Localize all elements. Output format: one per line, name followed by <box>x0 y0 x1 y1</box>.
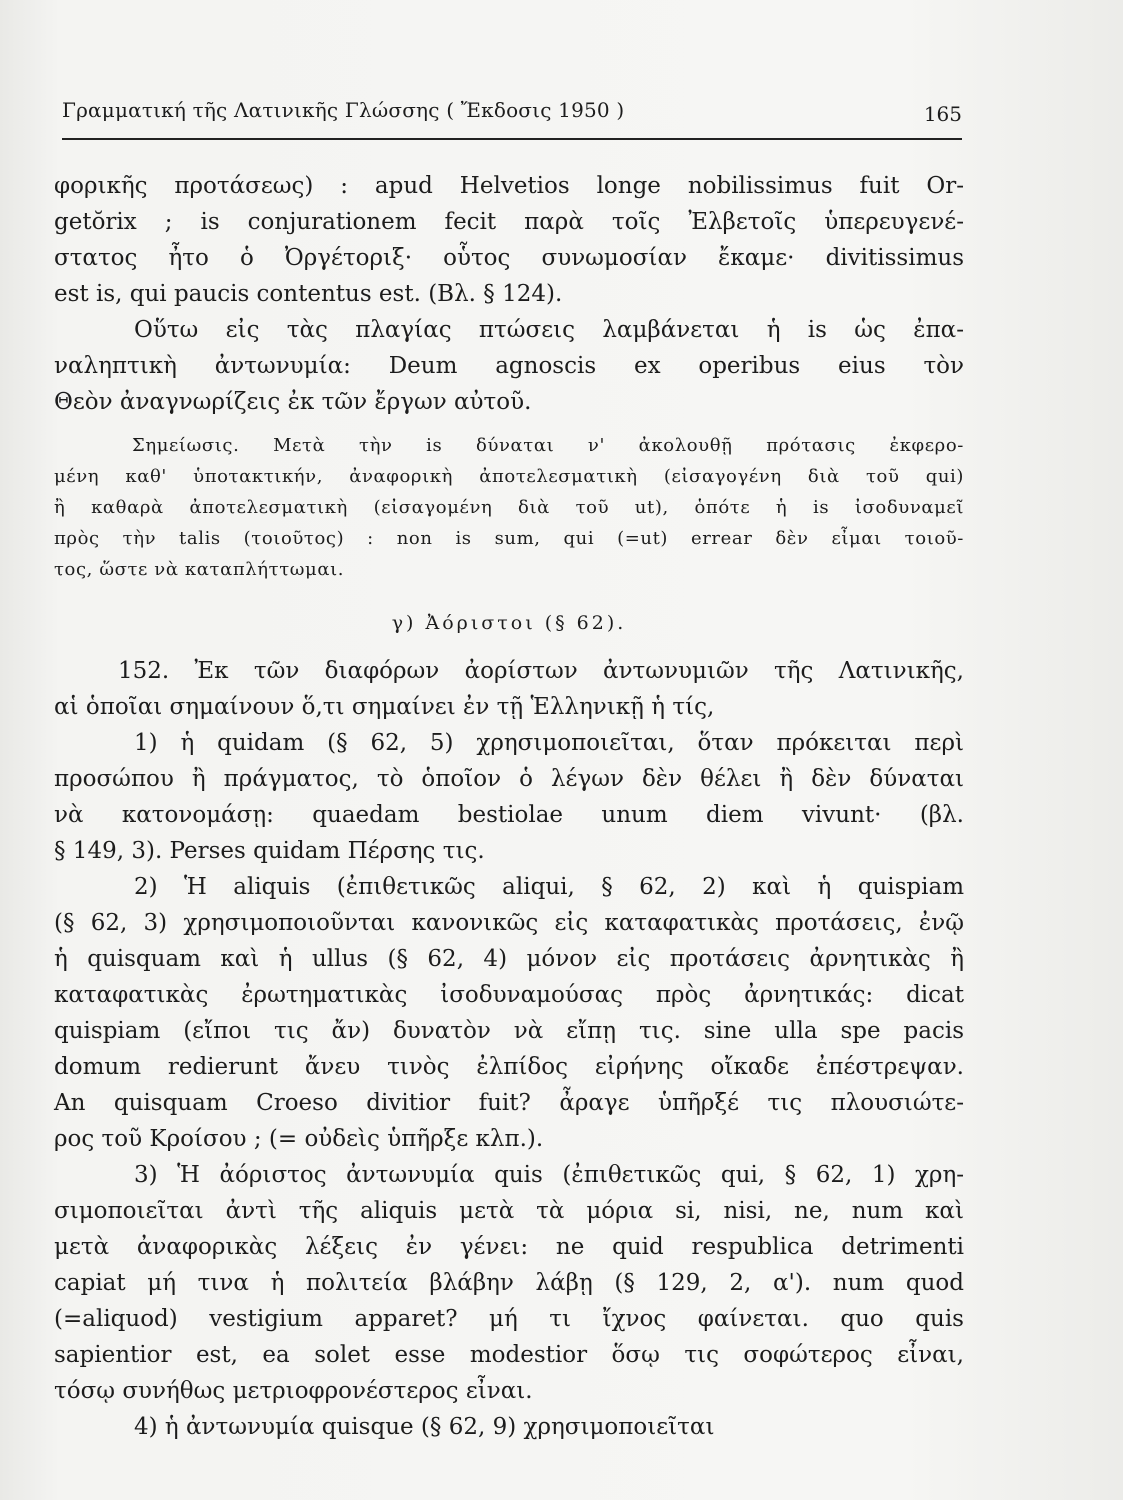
running-header <box>62 98 962 140</box>
text-line: καταφατικὰς ἐρωτηματικὰς ἰσοδυναμούσας πρὸς ἀρνητικάς: dicat <box>54 982 964 1008</box>
text-line: Οὕτω εἰς τὰς πλαγίας πτώσεις λαμβάνεται ἡ is ὡς ἐπα- <box>134 317 964 343</box>
paragraph-152 <box>54 653 964 725</box>
item-1 <box>54 725 964 869</box>
text-line: (=aliquod) vestigium apparet? μή τι ἴχνος φαίνεται. quo quis <box>54 1306 964 1332</box>
text-line: ἡ quisquam καὶ ἡ ullus (§ 62, 4) μόνον εἰς προτάσεις ἀρνητικὰς ἢ <box>54 946 964 972</box>
item-4 <box>54 1409 964 1445</box>
section-heading: γ) Ἀόριστοι (§ 62). <box>391 612 627 634</box>
text-line: προσώπου ἢ πράγματος, τὸ ὁποῖον ὁ λέγων δὲν θέλει ἢ δὲν δύναται <box>54 766 964 792</box>
item-2 <box>54 869 964 1157</box>
text-line: est is, qui paucis contentus est. (Βλ. § 124). <box>54 281 563 307</box>
text-line: quispiam (εἴποι τις ἄν) δυνατὸν νὰ εἴπῃ τις. sine ulla spe pacis <box>54 1018 964 1044</box>
text-line: 1) ἡ quidam (§ 62, 5) χρησιμοποιεῖται, ὅταν πρόκειται περὶ <box>134 730 964 756</box>
note-line: πρὸς τὴν talis (τοιοῦτος) : non is sum, qui (=ut) errear δὲν εἶμαι τοιοῦ- <box>54 528 964 549</box>
note-line: Σημείωσις. Μετὰ τὴν is δύναται ν' ἀκολουθῇ πρότασις ἐκφερο- <box>132 435 964 456</box>
note-block <box>54 430 964 585</box>
header-title: Γραμματική τῆς Λατινικῆς Γλώσσης ( Ἔκδοσις 1950 ) <box>62 98 625 122</box>
note-line: ἢ καθαρὰ ἀποτελεσματικὴ (εἰσαγομένη διὰ τοῦ ut), ὁπότε ἡ is ἰσοδυναμεῖ <box>54 497 964 518</box>
text-line: domum redierunt ἄνευ τινὸς ἐλπίδος εἰρήνης οἴκαδε ἐπέστρεψαν. <box>54 1054 964 1080</box>
text-line: sapientior est, ea solet esse modestior ὅσῳ τις σοφώτερος εἶναι, <box>54 1342 964 1368</box>
paragraph-2 <box>54 312 964 420</box>
text-line: στατος ἦτο ὁ Ὀργέτοριξ· οὗτος συνωμοσίαν ἔκαμε· divitissimus <box>54 245 964 271</box>
text-line: ρος τοῦ Κροίσου ; (= οὐδεὶς ὑπῆρξε κλπ.). <box>54 1126 544 1152</box>
text-line: 152. Ἐκ τῶν διαφόρων ἀορίστων ἀντωνυμιῶν τῆς Λατινικῆς, <box>118 658 964 684</box>
page-number: 165 <box>923 102 962 126</box>
text-line: getŏrix ; is conjurationem fecit παρὰ τοῖς Ἐλβετοῖς ὑπερευγενέ- <box>54 209 964 235</box>
text-line: τόσῳ συνήθως μετριοφρονέστερος εἶναι. <box>54 1378 533 1404</box>
text-line: σιμοποιεῖται ἀντὶ τῆς aliquis μετὰ τὰ μόρια si, nisi, ne, num καὶ <box>54 1198 964 1224</box>
item-3 <box>54 1157 964 1409</box>
text-line: μετὰ ἀναφορικὰς λέξεις ἐν γένει: ne quid respublica detrimenti <box>54 1234 964 1260</box>
text-line: 3) Ἡ ἀόριστος ἀντωνυμία quis (ἐπιθετικῶς qui, § 62, 1) χρη- <box>134 1162 964 1188</box>
text-line: 4) ἡ ἀντωνυμία quisque (§ 62, 9) χρησιμοποιεῖται <box>134 1414 715 1440</box>
text-line: capiat μή τινα ἡ πολιτεία βλάβην λάβῃ (§ 129, 2, α'). num quod <box>54 1270 964 1296</box>
text-line: § 149, 3). Perses quidam Πέρσης τις. <box>54 838 485 864</box>
text-line: αἱ ὁποῖαι σημαίνουν ὅ,τι σημαίνει ἐν τῇ Ἑλληνικῇ ἡ τίς, <box>54 694 715 720</box>
text-line: An quisquam Croeso divitior fuit? ἆραγε ὑπῆρξέ τις πλουσιώτε- <box>54 1090 964 1116</box>
note-line: τος, ὥστε νὰ καταπλήττωμαι. <box>54 559 345 580</box>
text-line: (§ 62, 3) χρησιμοποιοῦνται κανονικῶς εἰς καταφατικὰς προτάσεις, ἐνῷ <box>54 910 964 936</box>
paragraph-1 <box>54 168 964 312</box>
note-line: μένη καθ' ὑποτακτικήν, ἀναφορικὴ ἀποτελεσματικὴ (εἰσαγογένη διὰ τοῦ qui) <box>54 466 964 487</box>
text-line: Θεὸν ἀναγνωρίζεις ἐκ τῶν ἔργων αὐτοῦ. <box>54 389 532 415</box>
text-line: φορικῆς προτάσεως) : apud Helvetios longe nobilissimus fuit Or- <box>54 173 964 199</box>
text-line: νὰ κατονομάσῃ: quaedam bestiolae unum diem vivunt· (βλ. <box>54 802 964 828</box>
text-line: 2) Ἡ aliquis (ἐπιθετικῶς aliqui, § 62, 2) καὶ ἡ quispiam <box>134 874 964 900</box>
page-body <box>54 168 964 1445</box>
text-line: ναληπτικὴ ἀντωνυμία: Deum agnoscis ex operibus eius τὸν <box>54 353 964 379</box>
